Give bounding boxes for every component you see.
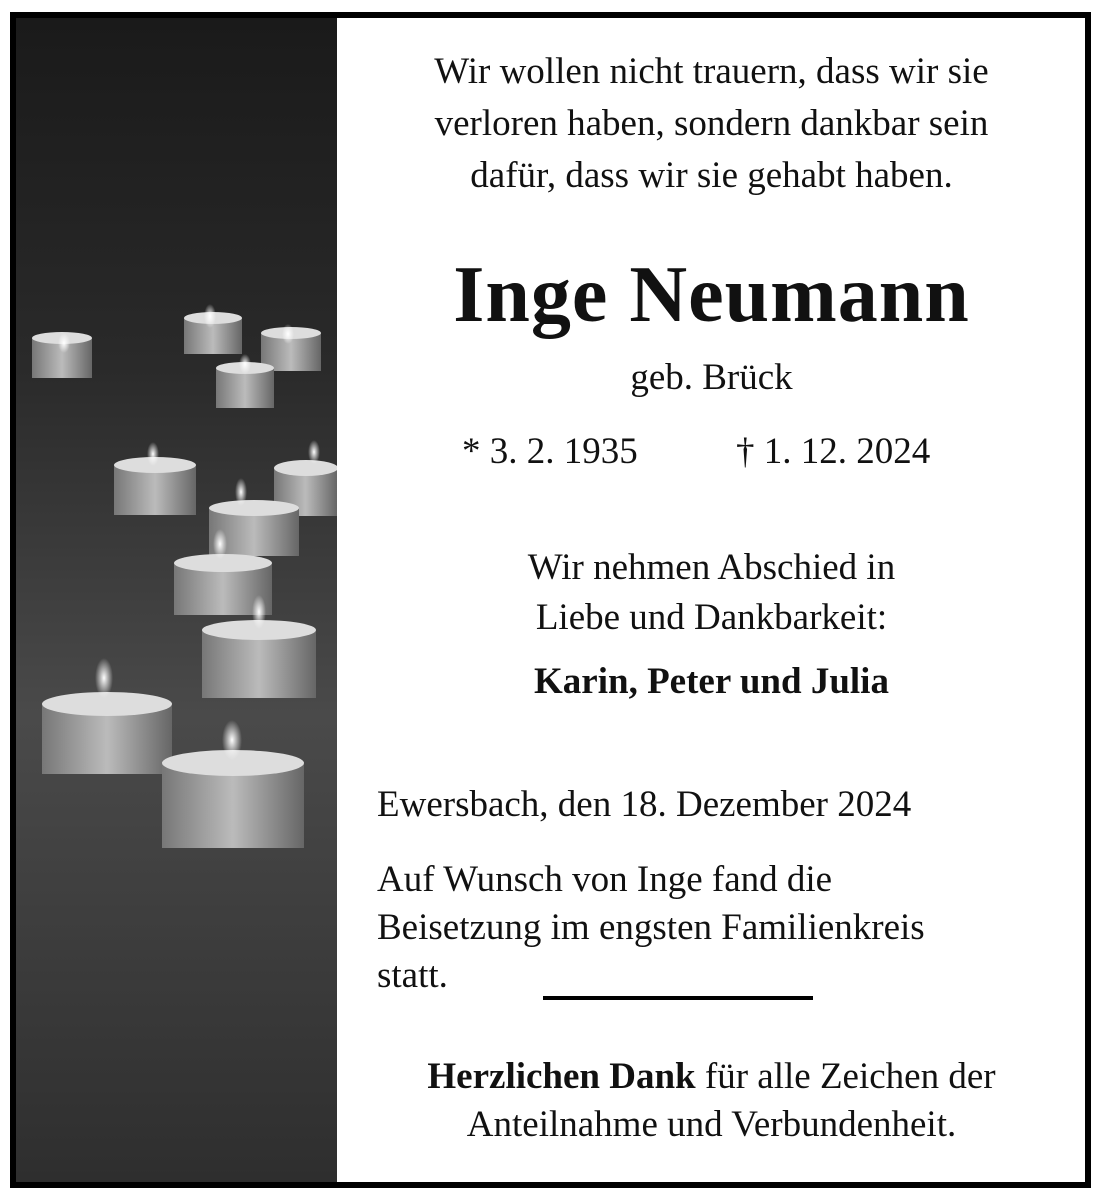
divider [543, 996, 813, 1000]
thanks-line-2: Anteilnahme und Verbundenheit. [466, 1104, 957, 1145]
quote-line-2: verloren haben, sondern dankbar sein [434, 103, 989, 144]
birth-name: geb. Brück [630, 357, 793, 398]
deceased-name: Inge Neumann [453, 251, 970, 339]
farewell-line-1: Wir nehmen Abschied in [527, 547, 896, 588]
farewell-line-2: Liebe und Dankbarkeit: [535, 597, 888, 638]
candle [32, 332, 92, 378]
quote-line-1: Wir wollen nicht trauern, dass wir sie [434, 51, 989, 92]
candle [261, 324, 321, 371]
note-line-3: statt. [377, 955, 448, 996]
birth-date: * 3. 2. 1935 [462, 431, 638, 472]
thanks-bold: Herzlichen Dank [427, 1056, 696, 1097]
place-date: Ewersbach, den 18. Dezember 2024 [377, 784, 912, 825]
thanks-rest: für alle Zeichen der [695, 1056, 996, 1097]
quote-line-3: dafür, dass wir sie gehabt haben. [470, 155, 953, 196]
note-line-2: Beisetzung im engsten Familienkreis [377, 907, 925, 948]
death-date: † 1. 12. 2024 [736, 431, 931, 472]
note-line-1: Auf Wunsch von Inge fand die [377, 859, 833, 900]
thanks-line-1 [338, 1055, 1085, 1098]
mourners: Karin, Peter und Julia [534, 661, 889, 702]
candles-photo [16, 18, 337, 1182]
